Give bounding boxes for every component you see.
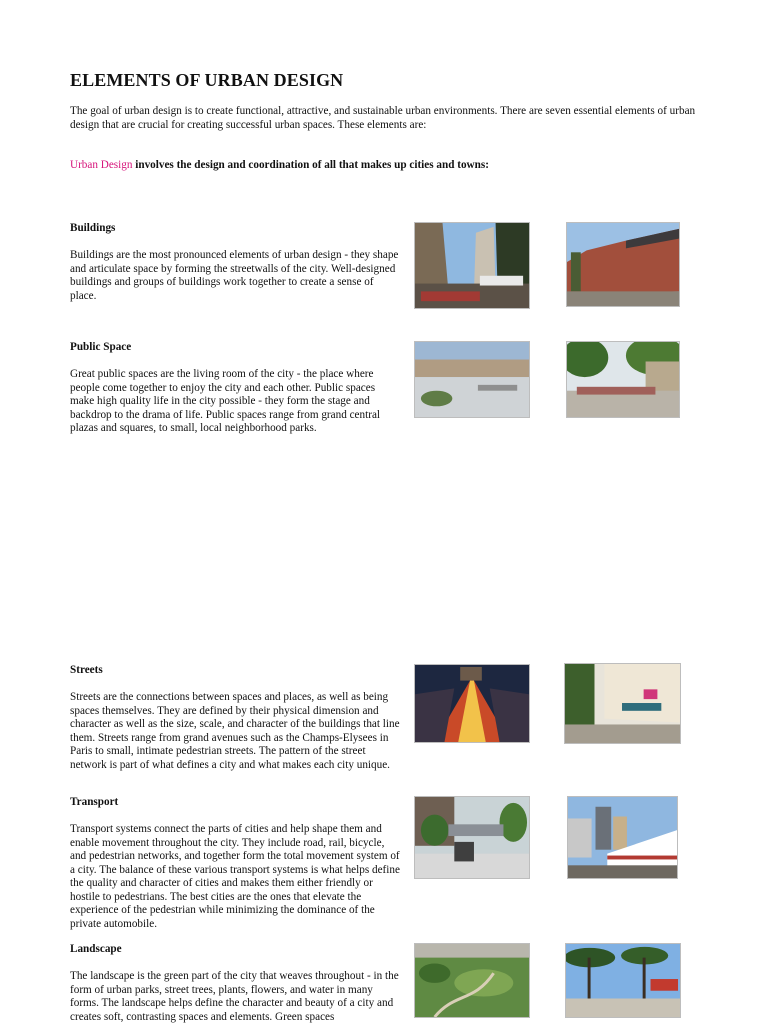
lead-accent-term: Urban Design bbox=[70, 159, 133, 171]
tall-building-street-photo bbox=[414, 222, 530, 309]
light-rail-photo bbox=[567, 796, 678, 879]
lead-text: involves the design and coordination of all that makes up cities and towns: bbox=[132, 159, 489, 171]
section-heading-buildings: Buildings bbox=[70, 222, 116, 234]
pedestrian-street-photo bbox=[564, 663, 681, 744]
section-heading-public-space: Public Space bbox=[70, 341, 132, 353]
palm-plaza-photo bbox=[565, 943, 681, 1018]
tree-lined-promenade-photo bbox=[566, 341, 680, 418]
section-body-streets: Streets are the connections between spaces and places, as well as being spaces themselves. They are defined by their physical dimension and character as well as the size, scale, and character of the buildings that line them. Streets range from grand avenues such as the Champs-Elysees in Paris to small, intimate pedestrian streets. The pattern of the street network is part of what defines a city and what makes each city unique. bbox=[70, 691, 400, 771]
grand-plaza-aerial-photo bbox=[414, 341, 530, 418]
document-title: ELEMENTS OF URBAN DESIGN bbox=[70, 70, 344, 90]
section-heading-transport: Transport bbox=[70, 796, 119, 808]
section-body-transport: Transport systems connect the parts of cities and help shape them and enable movement throughout the city. They include road, rail, bicycle, and pedestrian networks, and together form the total movement system of a city. The balance of these various transport systems is what helps define the quality and character of cities and makes them either friendly or hostile to pedestrians. The best cities are the ones that elevate the experience of the pedestrian while minimizing the dominance of the private automobile. bbox=[70, 823, 400, 930]
lead-statement bbox=[70, 158, 710, 172]
night-avenue-photo bbox=[414, 664, 530, 743]
section-body-landscape: The landscape is the green part of the city that weaves throughout - in the form of urban parks, street trees, plants, flowers, and water in many forms. The landscape helps define the character and beauty of a city and creates soft, contrasting spaces and elements. Green spaces bbox=[70, 970, 399, 1023]
brick-rowhouses-photo bbox=[566, 222, 680, 307]
transit-station-photo bbox=[414, 796, 530, 879]
section-body-public-space: Great public spaces are the living room of the city - the place where people come together to enjoy the city and each other. Public spaces make high quality life in the city possible - they form the stage and backdrop to the drama of life. Public spaces range from grand central plazas and squares, to small, local neighborhood parks. bbox=[70, 368, 381, 434]
section-body-buildings: Buildings are the most pronounced elements of urban design - they shape and articulate space by forming the streetwalls of the city. Well-designed buildings and groups of buildings work together to create a sense of place. bbox=[70, 249, 399, 302]
section-heading-streets: Streets bbox=[70, 664, 103, 676]
section-heading-landscape: Landscape bbox=[70, 943, 122, 955]
urban-park-aerial-photo bbox=[414, 943, 530, 1018]
intro-paragraph: The goal of urban design is to create functional, attractive, and sustainable urban environments. There are seven essential elements of urban design that are crucial for creating successful urban spaces. These elements are: bbox=[70, 105, 696, 131]
